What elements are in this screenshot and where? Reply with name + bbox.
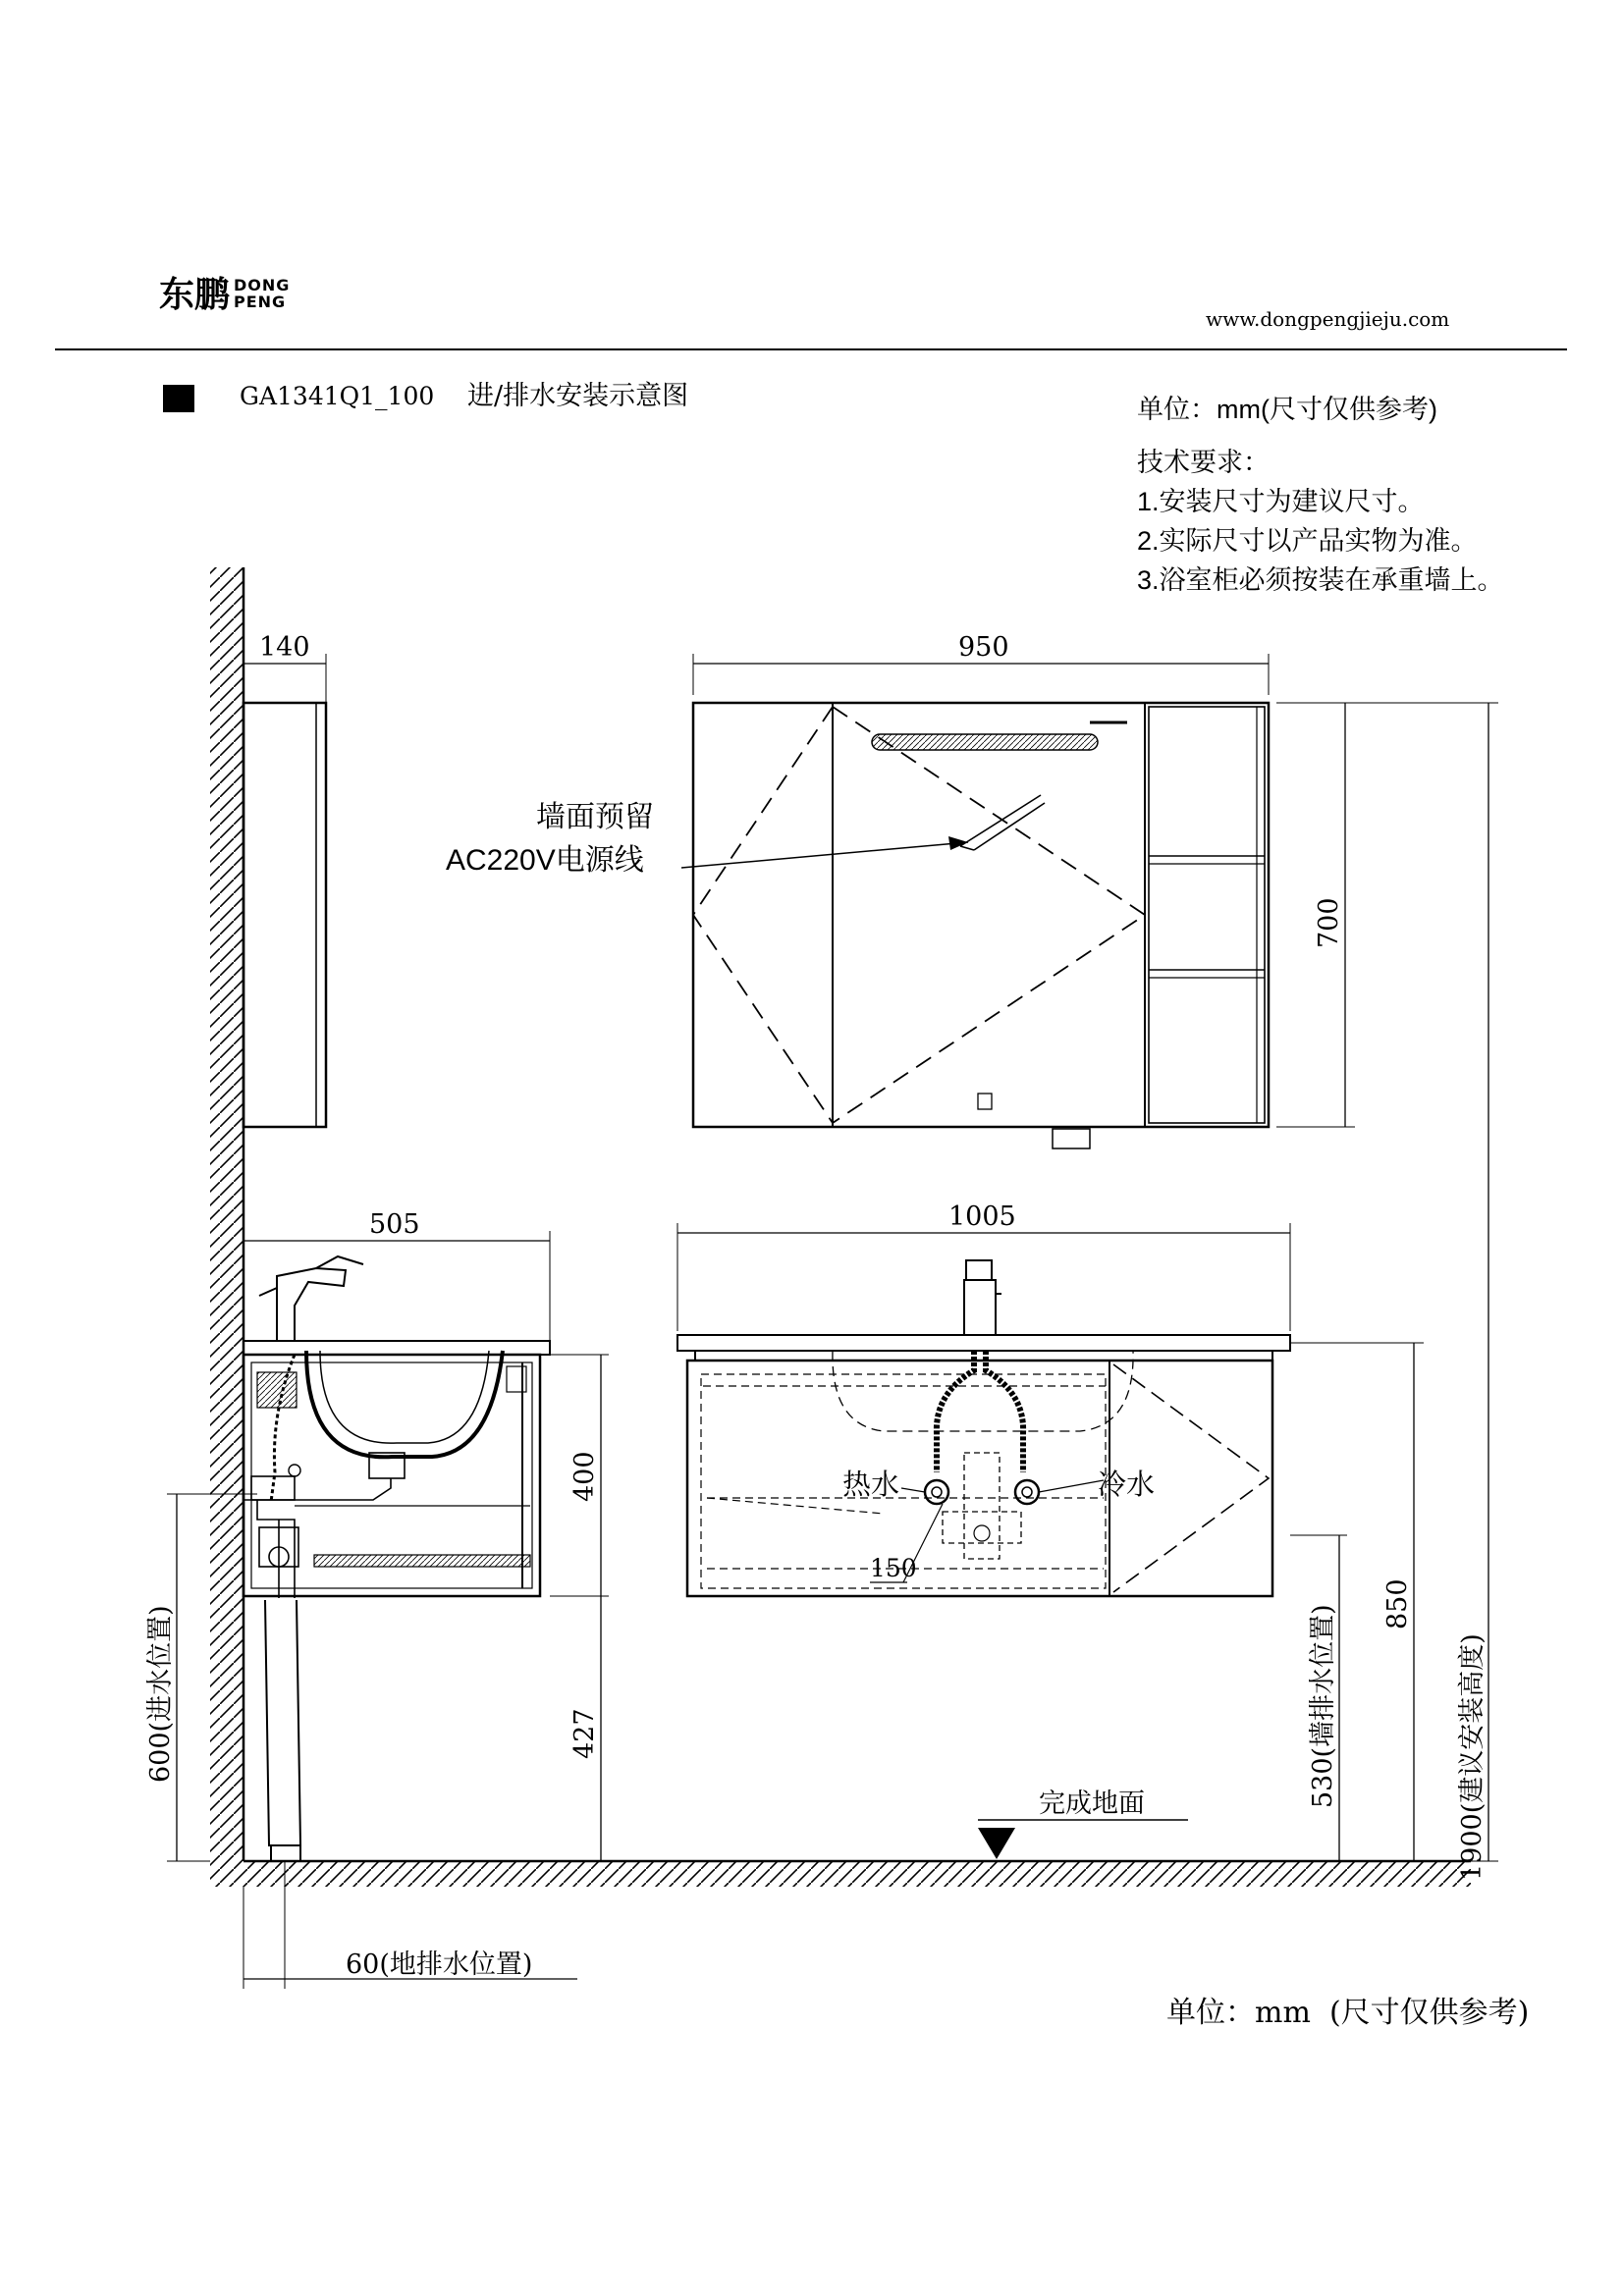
dim-wall-drain-height: 530(墙排水位置): [1308, 1604, 1338, 1808]
dim-install-height: 1900(建议安装高度): [1457, 1633, 1488, 1881]
floor-label: 完成地面: [1039, 1789, 1145, 1819]
power-label-line1: 墙面预留: [536, 801, 654, 833]
notes-heading: 技术要求：: [1137, 448, 1270, 477]
website-url: www.dongpengjieju.com: [1206, 307, 1450, 331]
dim-cabinet-bottom: 427: [569, 1708, 600, 1759]
dim-basin-width: 1005: [948, 1201, 1016, 1232]
dim-pipe-spacing: 150: [870, 1554, 917, 1582]
notes-item-3: 3.浴室柜必须按装在承重墙上。: [1137, 565, 1504, 595]
finished-floor: [210, 1789, 1471, 1887]
footer-unit: 单位：mm (尺寸仅供参考): [1166, 1996, 1530, 2030]
logo-english-top: DONG: [234, 276, 291, 294]
notes-item-1: 1.安装尺寸为建议尺寸。: [1137, 487, 1425, 516]
load-bearing-wall: [210, 567, 243, 1861]
mirror-cabinet-front-view: [681, 654, 1355, 1148]
cold-water-label: 冷水: [1098, 1468, 1156, 1501]
hot-water-label: 热水: [842, 1468, 900, 1501]
technical-notes: [1137, 395, 1504, 595]
dim-top-height: 850: [1382, 1578, 1413, 1629]
drawing-title: 进/排水安装示意图: [467, 381, 689, 411]
dim-inlet-height: 600(进水位置): [145, 1605, 176, 1783]
logo-chinese: 东鹏: [159, 275, 231, 315]
dim-basin-depth: 505: [369, 1209, 420, 1240]
dim-mirror-depth: 140: [259, 632, 310, 663]
dim-mirror-height: 700: [1314, 897, 1344, 948]
mirror-cabinet-side-view: [243, 654, 326, 1127]
dim-mirror-width: 950: [958, 632, 1009, 663]
notes-unit: 单位：mm(尺寸仅供参考): [1137, 395, 1437, 424]
dim-cabinet-height: 400: [569, 1451, 600, 1502]
dim-floor-drain: 60(地排水位置): [346, 1949, 533, 1980]
brand-logo: [159, 275, 290, 315]
logo-english-bottom: PENG: [234, 293, 287, 311]
title-marker: [163, 385, 194, 412]
floor-marker-icon: [978, 1828, 1015, 1859]
drawing-code: GA1341Q1_100: [240, 382, 435, 410]
power-label-line2: AC220V电源线: [446, 844, 644, 877]
notes-item-2: 2.实际尺寸以产品实物为准。: [1137, 526, 1478, 556]
